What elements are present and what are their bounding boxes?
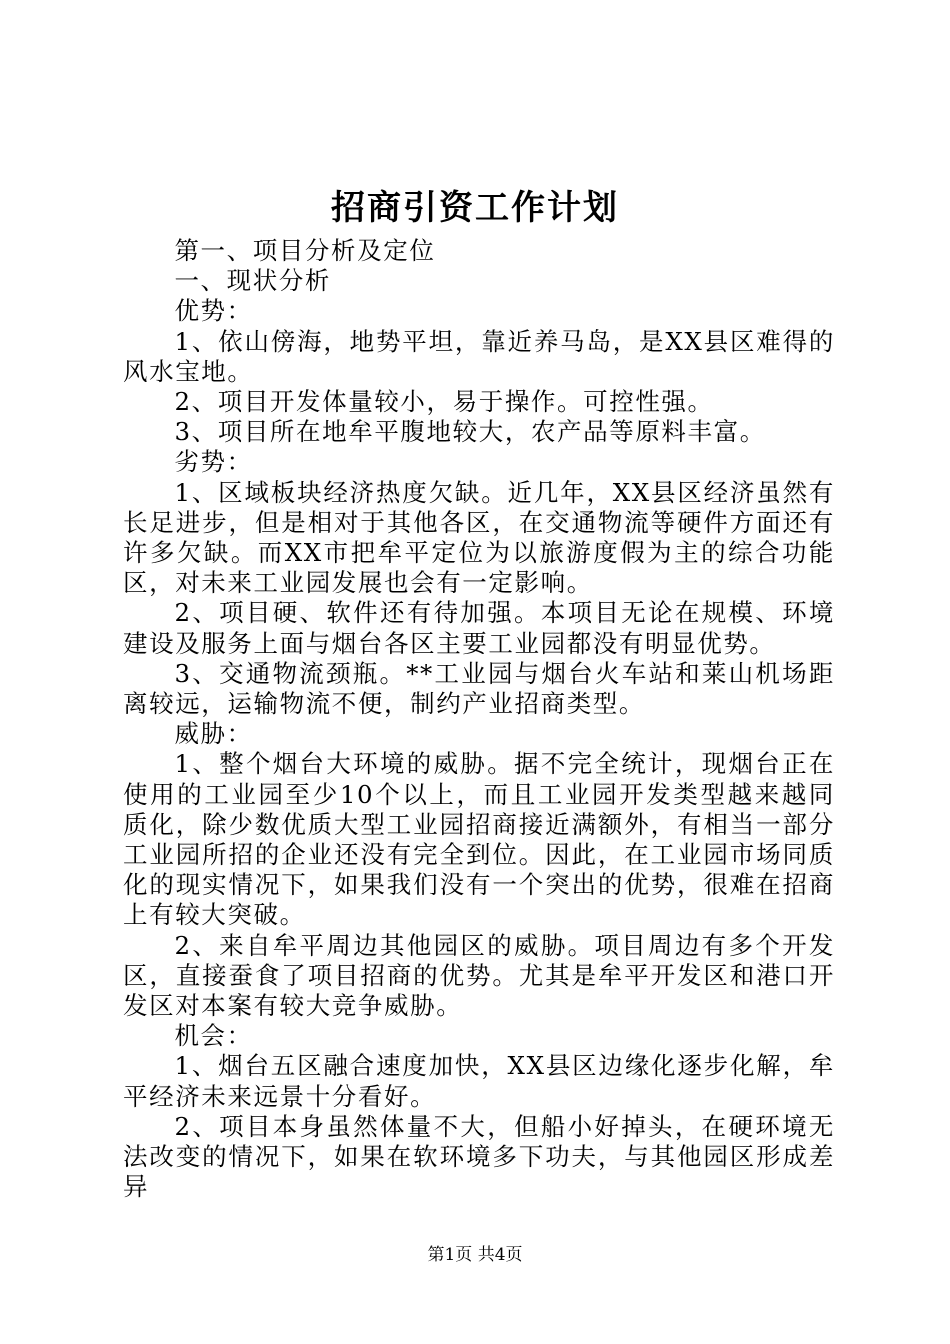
paragraph: 1、依山傍海，地势平坦，靠近养马岛，是XX县区难得的风水宝地。 — [123, 326, 835, 386]
paragraph: 3、交通物流颈瓶。**工业园与烟台火车站和莱山机场距离较远，运输物流不便，制约产业招商类型。 — [123, 658, 835, 719]
paragraph: 2、项目开发体量较小，易于操作。可控性强。 — [174, 387, 714, 417]
page-indicator: 第1页 共4页 — [427, 1245, 523, 1265]
paragraph: 3、项目所在地牟平腹地较大，农产品等原料丰富。 — [174, 417, 766, 447]
paragraph: 2、来自牟平周边其他园区的威胁。项目周边有多个开发区，直接蚕食了项目招商的优势。尤其是牟平开发区和港口开发区对本案有较大竞争威胁。 — [123, 930, 835, 1021]
paragraph: 劣势： — [174, 447, 253, 477]
paragraph: 2、项目硬、软件还有待加强。本项目无论在规模、环境建设及服务上面与烟台各区主要工业园都没有明显优势。 — [123, 598, 835, 658]
paragraph: 优势： — [174, 296, 253, 326]
paragraph: 1、整个烟台大环境的威胁。据不完全统计，现烟台正在使用的工业园至少10个以上，而且工业园开发类型越来越同质化，除少数优质大型工业园招商接近满额外，有相当一部分工业园所招的企业还没有完全到位。因此，在工业园市场同质化的现实情况下，如果我们没有一个突出的优势，很难在招商上有较大突破。 — [123, 749, 835, 930]
document-body — [123, 236, 835, 1203]
paragraph: 1、区域板块经济热度欠缺。近几年，XX县区经济虽然有长足进步，但是相对于其他各区，在交通物流等硬件方面还有许多欠缺。而XX市把牟平定位为以旅游度假为主的综合功能区，对未来工业园发展也会有一定影响。 — [123, 477, 835, 598]
paragraph: 1、烟台五区融合速度加快，XX县区边缘化逐步化解，牟平经济未来远景十分看好。 — [123, 1051, 835, 1111]
paragraph: 威胁： — [174, 719, 253, 749]
paragraph: 2、项目本身虽然体量不大，但船小好掉头，在硬环境无法改变的情况下，如果在软环境多下功夫，与其他园区形成差异 — [123, 1111, 835, 1202]
paragraph: 第一、项目分析及定位 — [174, 236, 436, 265]
paragraph: 一、现状分析 — [174, 266, 332, 296]
document-title: 招商引资工作计划 — [331, 188, 619, 228]
paragraph: 机会： — [174, 1021, 253, 1051]
